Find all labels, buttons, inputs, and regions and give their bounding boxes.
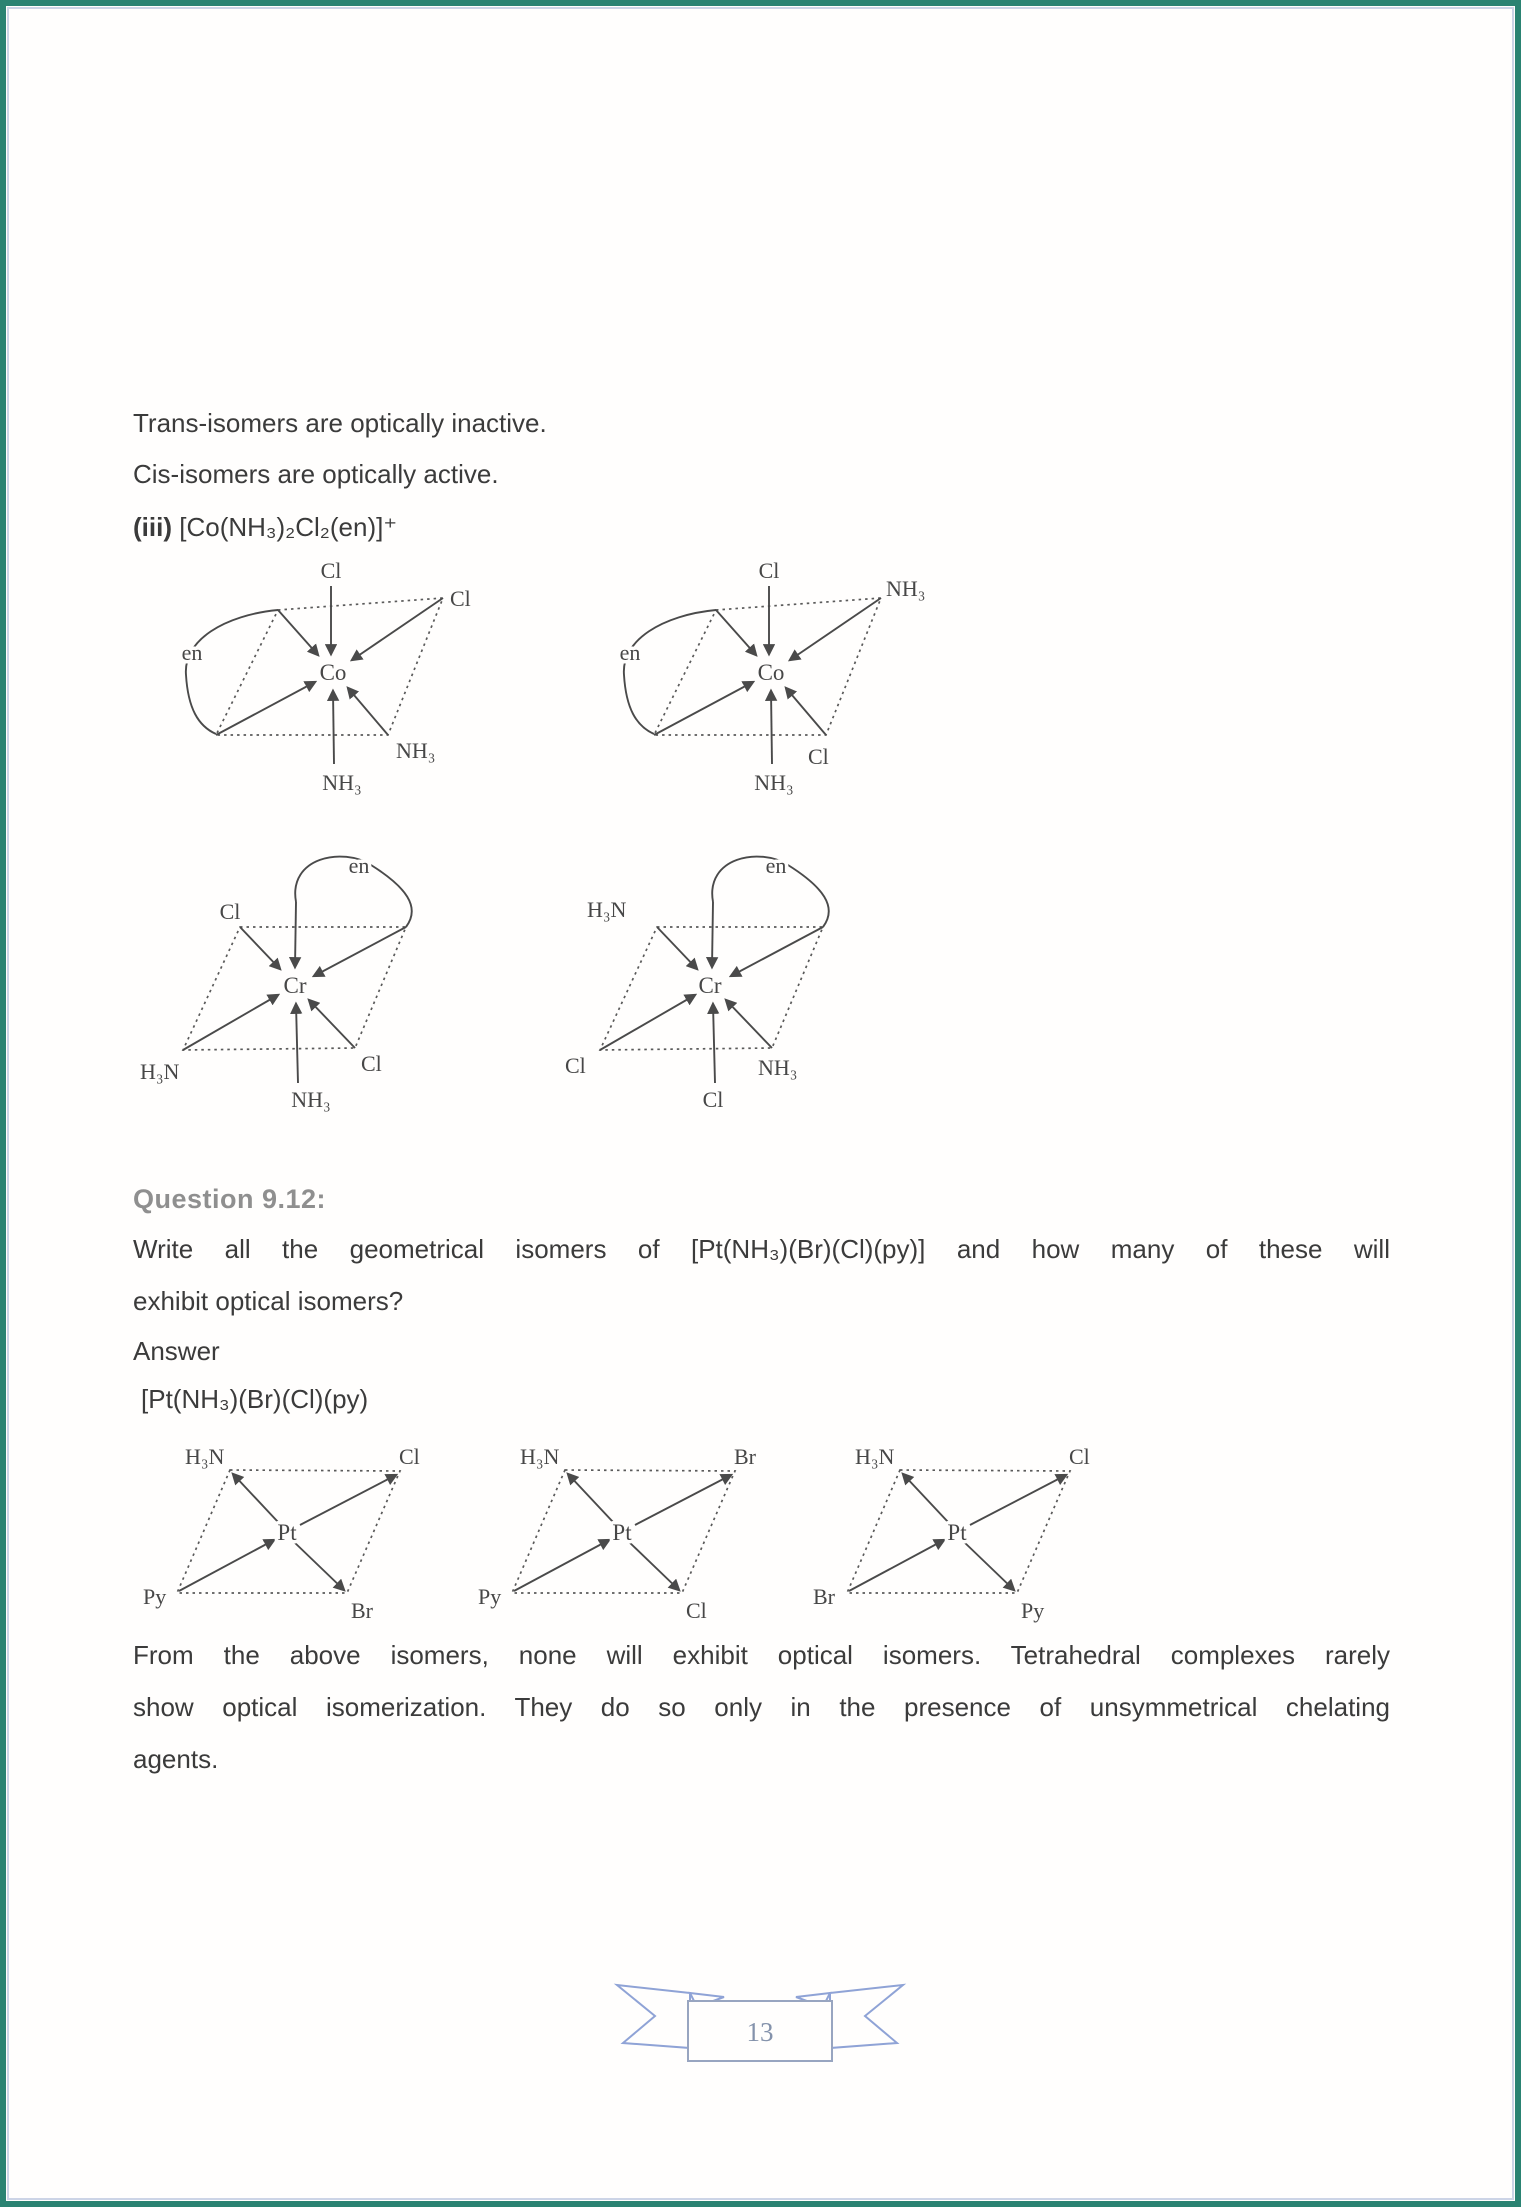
bond-arrow — [600, 995, 695, 1050]
bond-arrow — [183, 995, 278, 1050]
bond-arrow — [240, 927, 280, 969]
item-iii-line — [133, 512, 397, 543]
ligand-label-bottom-right: Py — [1021, 1598, 1045, 1623]
chelate-label: en — [765, 853, 787, 878]
bond-arrow — [216, 682, 315, 735]
page-number-ribbon — [610, 1976, 910, 2086]
ligand-label-bottom-left: H₃N — [140, 1059, 180, 1084]
answer-label: Answer — [133, 1336, 220, 1366]
ligand-label-bottom-left: Py — [478, 1584, 502, 1609]
ligand-label-top-left: H₃N — [520, 1444, 560, 1469]
metal-center-label: Pt — [947, 1520, 967, 1545]
ligand-label-bottom-left: Br — [813, 1584, 835, 1609]
octahedral-diagram-4 — [545, 845, 875, 1123]
ligand-label-top-right: Cl — [1069, 1444, 1090, 1469]
tetrahedral-diagram-2 — [470, 1438, 770, 1630]
question-line: exhibit optical isomers? — [133, 1286, 404, 1316]
ligand-label-top: Cl — [758, 560, 780, 583]
bond-arrow — [713, 1004, 715, 1083]
ligand-label-bottom-right: NH₃ — [396, 738, 436, 763]
bond-arrow — [786, 688, 826, 735]
cis-isomer-statement: Cis-isomers are optically active. — [133, 459, 499, 489]
bond-arrow — [712, 902, 713, 967]
bond-arrow — [296, 1004, 298, 1083]
ligand-label-top-left: H₃N — [587, 897, 627, 922]
bond-arrow — [352, 598, 443, 660]
metal-center-label: Cr — [698, 973, 722, 998]
metal-center-label: Co — [757, 660, 785, 685]
bond-arrow — [293, 1541, 344, 1590]
bond-arrow — [348, 688, 388, 735]
bond-arrow — [233, 1474, 278, 1522]
bond-arrow — [657, 927, 697, 969]
bond-arrow — [295, 902, 296, 967]
ligand-label-bottom: NH₃ — [754, 770, 794, 795]
octahedral-diagram-3 — [128, 845, 458, 1123]
bond-arrow — [731, 927, 823, 976]
bond-arrow — [514, 1540, 609, 1591]
tetrahedral-diagram-3 — [805, 1438, 1105, 1630]
octahedral-diagram-1 — [150, 560, 490, 812]
metal-center-label: Pt — [277, 1520, 297, 1545]
bond-arrow — [790, 598, 881, 660]
bond-arrow — [628, 1541, 679, 1590]
question-heading: Question 9.12: — [133, 1184, 327, 1214]
en-chelate-arc — [186, 610, 278, 734]
bond-arrow — [654, 682, 753, 735]
ligand-label-top-left: H₃N — [185, 1444, 225, 1469]
bond-arrow — [300, 1475, 396, 1525]
chelate-label: en — [348, 853, 370, 878]
bond-arrow — [771, 691, 772, 764]
ribbon-left-tail — [617, 1985, 690, 2048]
bond-arrow — [278, 610, 318, 655]
ligand-label-top-left: H₃N — [855, 1444, 895, 1469]
ribbon-right-tail — [830, 1985, 903, 2048]
item-iii-label: (iii) — [133, 512, 172, 542]
closing-line: show optical isomerization. They do so only in the presence of unsymmetrical chelating — [133, 1692, 1390, 1722]
bond-arrow — [179, 1540, 274, 1591]
closing-line: From the above isomers, none will exhibit optical isomers. Tetrahedral complexes rarely — [133, 1640, 1390, 1670]
tetrahedral-diagram-1 — [135, 1438, 435, 1630]
closing-paragraph — [133, 1640, 1390, 1796]
bond-arrow — [333, 691, 334, 764]
bond-arrow — [726, 1000, 772, 1048]
page-number: 13 — [746, 2017, 774, 2047]
ligand-label-bottom-left: Cl — [565, 1053, 586, 1078]
trans-isomer-statement: Trans-isomers are optically inactive. — [133, 408, 547, 438]
ligand-label-bottom: NH₃ — [291, 1087, 331, 1112]
ligand-label-top-left: Cl — [219, 899, 241, 924]
question-paragraph — [133, 1234, 1390, 1338]
bond-arrow — [903, 1474, 948, 1522]
ligand-label-top-right: NH₃ — [886, 576, 926, 601]
ligand-label-bottom-right: Br — [351, 1598, 373, 1623]
ligand-label-bottom-left: Py — [143, 1584, 167, 1609]
ligand-label-top: Cl — [320, 560, 342, 583]
ligand-label-bottom-right: Cl — [361, 1051, 382, 1076]
metal-center-label: Cr — [283, 973, 307, 998]
bond-arrow — [309, 1000, 355, 1048]
bond-arrow — [970, 1475, 1066, 1525]
bond-arrow — [568, 1474, 613, 1522]
ligand-label-top-right: Br — [734, 1444, 756, 1469]
ligand-label-bottom: Cl — [702, 1087, 724, 1112]
en-chelate-arc — [624, 610, 716, 734]
ligand-label-top-right: Cl — [450, 586, 471, 611]
item-iii-formula: [Co(NH₃)₂Cl₂(en)]⁺ — [179, 512, 398, 542]
bond-arrow — [849, 1540, 944, 1591]
octahedral-diagram-2 — [588, 560, 938, 812]
closing-line: agents. — [133, 1744, 219, 1774]
ligand-label-top-right: Cl — [399, 1444, 420, 1469]
answer-formula: [Pt(NH₃)(Br)(Cl)(py) — [141, 1384, 369, 1414]
bond-arrow — [635, 1475, 731, 1525]
ligand-label-bottom: NH₃ — [322, 770, 362, 795]
ligand-label-bottom-right: NH₃ — [758, 1055, 798, 1080]
metal-center-label: Co — [319, 660, 347, 685]
question-line: Write all the geometrical isomers of [Pt(NH₃)(Br)(Cl)(py)] and how many of these will — [133, 1234, 1390, 1264]
chelate-label: en — [181, 640, 203, 665]
metal-center-label: Pt — [612, 1520, 632, 1545]
chelate-label: en — [619, 640, 641, 665]
bond-arrow — [314, 927, 406, 976]
bond-arrow — [963, 1541, 1014, 1590]
ligand-label-bottom-right: Cl — [808, 744, 829, 769]
bond-arrow — [716, 610, 756, 655]
ligand-label-bottom-right: Cl — [686, 1598, 707, 1623]
